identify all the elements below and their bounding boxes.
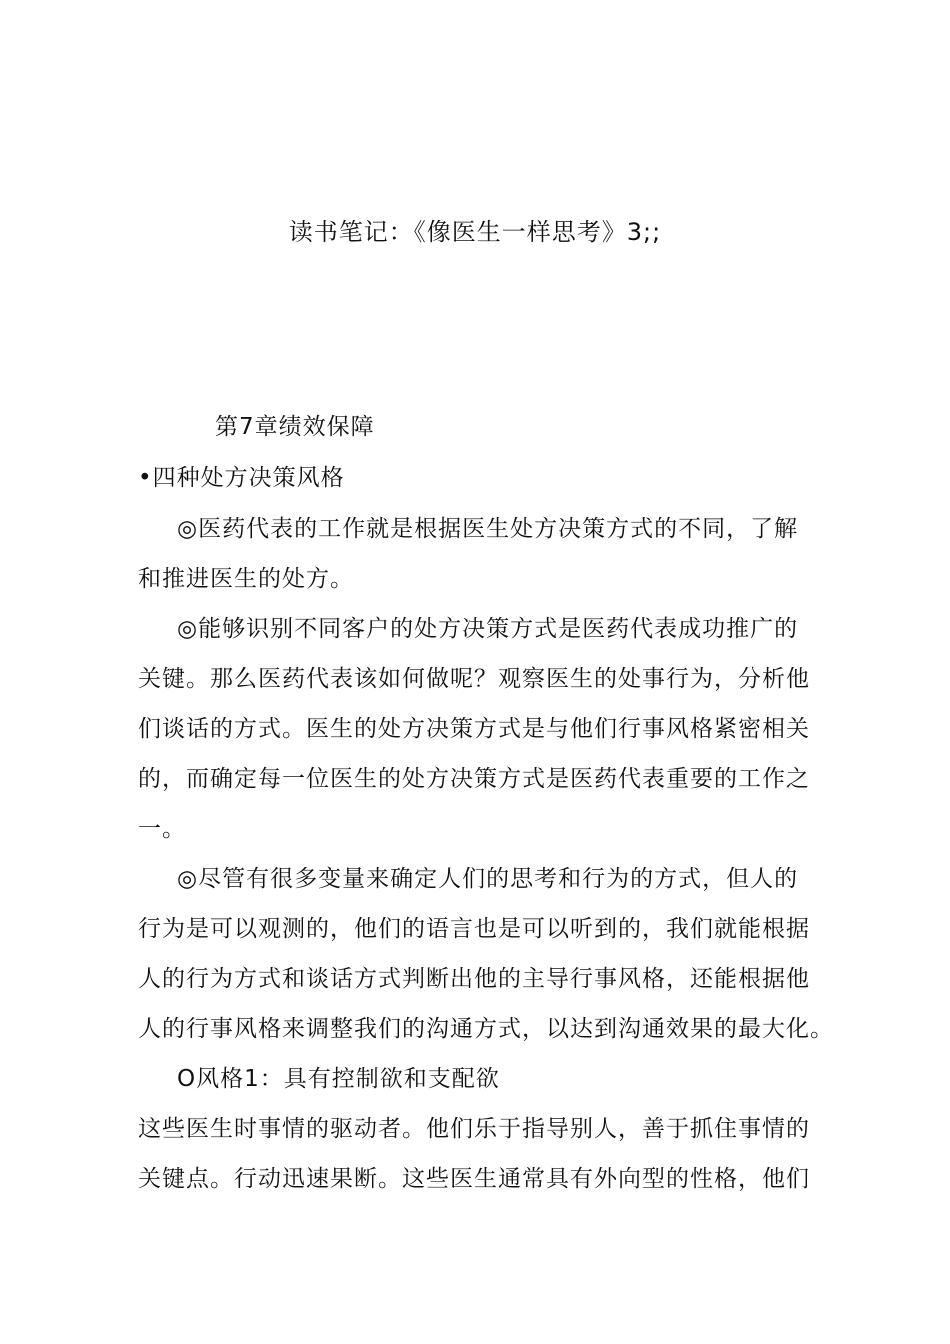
paragraph-line: ◎尽管有很多变量来确定人们的思考和行为的方式，但人的 (177, 866, 799, 892)
paragraph-line: 和推进医生的处方。 (138, 566, 354, 592)
paragraph-line: 们谈话的方式。医生的处方决策方式是与他们行事风格紧密相关 (138, 716, 810, 742)
paragraph-line: 一。 (138, 816, 186, 842)
paragraph-line: ◎医药代表的工作就是根据医生处方决策方式的不同，了解 (177, 516, 799, 542)
style-heading: O风格1：具有控制欲和支配欲 (177, 1066, 500, 1092)
paragraph-line: 行为是可以观测的，他们的语言也是可以听到的，我们就能根据 (138, 916, 810, 942)
paragraph-line: 关键点。行动迅速果断。这些医生通常具有外向型的性格，他们 (138, 1166, 810, 1192)
paragraph-line: ◎能够识别不同客户的处方决策方式是医药代表成功推广的 (177, 616, 799, 642)
paragraph-line: 的，而确定每一位医生的处方决策方式是医药代表重要的工作之 (138, 766, 810, 792)
section-heading: •四种处方决策风格 (138, 465, 345, 491)
paragraph-line: 人的行事风格来调整我们的沟通方式，以达到沟通效果的最大化。 (138, 1016, 834, 1042)
paragraph-line: 这些医生时事情的驱动者。他们乐于指导别人，善于抓住事情的 (138, 1116, 810, 1142)
paragraph-line: 人的行为方式和谈话方式判断出他的主导行事风格，还能根据他 (138, 966, 810, 992)
document-title: 读书笔记：《像医生一样思考》3;; (288, 218, 662, 246)
paragraph-line: 关键。那么医药代表该如何做呢？观察医生的处事行为，分析他 (138, 666, 810, 692)
chapter-heading: 第7章绩效保障 (215, 414, 375, 440)
